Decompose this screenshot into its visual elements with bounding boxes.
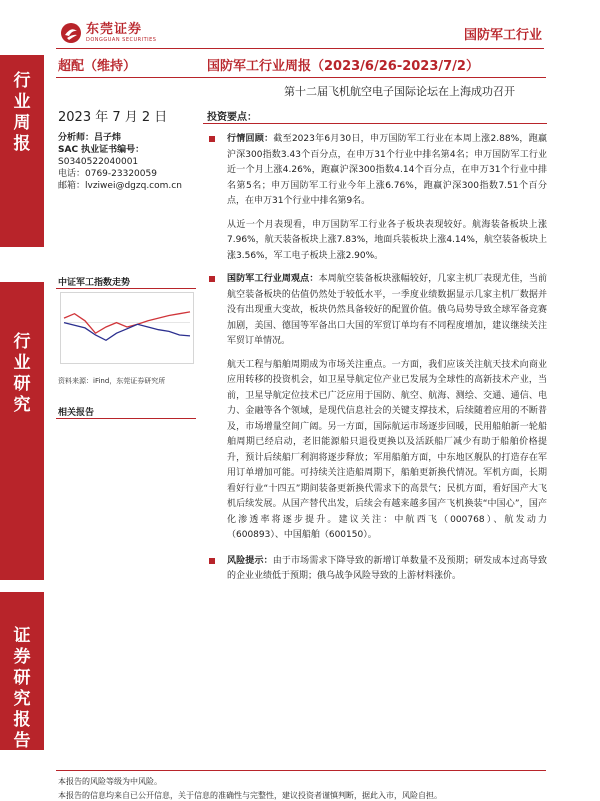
bullet-weekly-view	[203, 272, 547, 350]
side-tab-char: 告	[13, 731, 31, 751]
bullet-square-icon	[209, 136, 215, 142]
side-tab-char: 行	[13, 71, 31, 91]
bullet-text: 本周航空装备板块涨幅较好，几家主机厂表现尤佳，当前航空装备板块的估值仍然处于较低水平，一季度业绩数据显示几家主机厂数据并没有出现重大变故，板块仍然具备较好的配置价值。俄乌局势导致全球军备竞赛加剧，美国、德国等军备出口大国的军贸订单均有不同程度增加，建议继续关注军贸订单情况。	[227, 274, 547, 346]
report-date: 2023 年 7 月 2 日	[58, 110, 168, 125]
title-divider	[56, 77, 546, 78]
side-tab-char: 业	[13, 353, 31, 373]
rating: 超配（维持）	[58, 59, 137, 74]
analyst-info	[58, 132, 182, 192]
key-points-divider	[203, 123, 547, 124]
analyst-phone: 电话：0769-23320059	[58, 169, 157, 179]
side-tab-char: 业	[13, 92, 31, 112]
bullet-square-icon	[209, 276, 215, 282]
report-title: 国防军工行业周报（2023/6/26-2023/7/2）	[207, 59, 479, 74]
paragraph-sector-performance: 从近一个月表现看，申万国防军工行业各子板块表现较好。航海装备板块上涨7.96%，航天装备板块上涨7.83%，地面兵装板块上涨4.14%，航空装备板块上涨3.56%，军工电子板块上涨2.90%。	[227, 219, 547, 261]
related-reports-title: 相关报告	[58, 408, 95, 418]
side-tab-char: 研	[13, 668, 31, 688]
side-tab-industry-research	[0, 282, 44, 580]
analyst-cert-label: SAC 执业证书编号：	[58, 145, 145, 155]
analyst-email: 邮箱：lvziwei@dgzq.com.cn	[58, 181, 182, 191]
side-tab-securities-research	[0, 592, 44, 750]
side-tab-char: 报	[13, 710, 31, 730]
key-points-title: 投资要点：	[207, 112, 257, 123]
chart-title: 中证军工指数走势	[58, 278, 131, 288]
side-tab-char: 报	[13, 134, 31, 154]
side-tab-char: 券	[13, 647, 31, 667]
key-points-body	[203, 132, 547, 585]
header-divider	[56, 48, 544, 49]
index-trend-chart	[60, 292, 194, 364]
report-subtitle: 第十二届飞机航空电子国际论坛在上海成功召开	[284, 85, 515, 98]
chart-source: 资料来源：iFind，东莞证券研究所	[58, 377, 166, 385]
bullet-label: 风险提示：	[227, 555, 273, 566]
related-reports-divider	[56, 418, 196, 419]
bullet-label: 行情回顾：	[227, 134, 274, 144]
footer-disclaimer: 本报告的信息均来自已公开信息，关于信息的准确性与完整性，建议投资者谨慎判断，据此入市，风险自担。	[58, 791, 442, 800]
company-logo	[60, 22, 156, 44]
side-tab-char: 证	[13, 626, 31, 646]
side-tab-char: 究	[13, 689, 31, 709]
analyst-cert-no: S0340522040001	[58, 157, 139, 167]
footer-divider	[56, 770, 546, 771]
logo-icon	[60, 22, 82, 44]
bullet-text: 由于市场需求下降导致的新增订单数量不及预期；研发成本过高导致的企业业绩低于预期；俄乌战争风险导致的上游材料涨价。	[227, 555, 547, 581]
paragraph-space-shipbuilding: 航天工程与船舶周期成为市场关注重点。一方面，我们应该关注航天技术向商业应用转移的投资机会，如卫星导航定位产业已发展为全球性的高新技术产业，当前，卫星导航定位技术已广泛应用于国防、航空、航海、测绘、交通、通信、电力、金融等各个领域，是现代信息社会的关键支撑技术，后续随着应用的不断普及，市场增量空间广阔。另一方面，国际航运市场逐步回暖，民用船舶新一轮船舶周期已经启动，老旧能源船只退役更换以及活跃船厂减少有助于船舶价格提升，预计后续船厂利润将逐步释放；军用船舶方面，中东地区舰队的打造存在军用订单增加可能。可持续关注造船周期下，船舶更新换代情况。军机方面，长期看好行业“十四五”期间装备更新换代需求下的高景气；民机方面，看好国产大飞机后续发展。从国产替代出发，后续会有越来越多国产飞机换装“中国心”，国产化渗透率将逐步提升。建议关注：中航西飞（000768）、航发动力（600893）、中国船舶（600150）。	[227, 359, 547, 540]
side-tab-char: 周	[13, 113, 31, 133]
bullet-square-icon	[209, 558, 215, 564]
analyst-name: 分析师：吕子炜	[58, 133, 122, 143]
side-tab-char: 研	[13, 374, 31, 394]
side-tab-char: 行	[13, 332, 31, 352]
chart-frame	[61, 293, 194, 364]
industry-header: 国防军工行业	[463, 28, 542, 43]
bullet-text: 截至2023年6月30日，申万国防军工行业在本周上涨2.88%，跑赢沪深300指数3.43个百分点，在申万31个行业中排名第4名；申万国防军工行业近一个月上涨4.26%，跑赢沪深300指数4.14个百分点，在申万31个行业中排名第5名；申万国防军工行业今年上涨6.76%，跑赢沪深300指数7.51个百分点，在申万31个行业中排名第9名。	[227, 134, 547, 206]
bullet-risk-warning	[203, 554, 547, 585]
side-tab-char: 究	[13, 395, 31, 415]
logo-text-cn: 东莞证券	[86, 22, 143, 37]
bullet-market-review	[203, 132, 547, 210]
footer-risk-level: 本报告的风险等级为中风险。	[58, 777, 162, 786]
chart-series-line-2	[64, 323, 190, 341]
side-tab-weekly-report	[0, 55, 44, 247]
chart-title-divider	[56, 288, 196, 289]
logo-text-en: DONGGUAN SECURITIES	[86, 37, 157, 43]
bullet-label: 国防军工行业周观点：	[227, 274, 319, 284]
